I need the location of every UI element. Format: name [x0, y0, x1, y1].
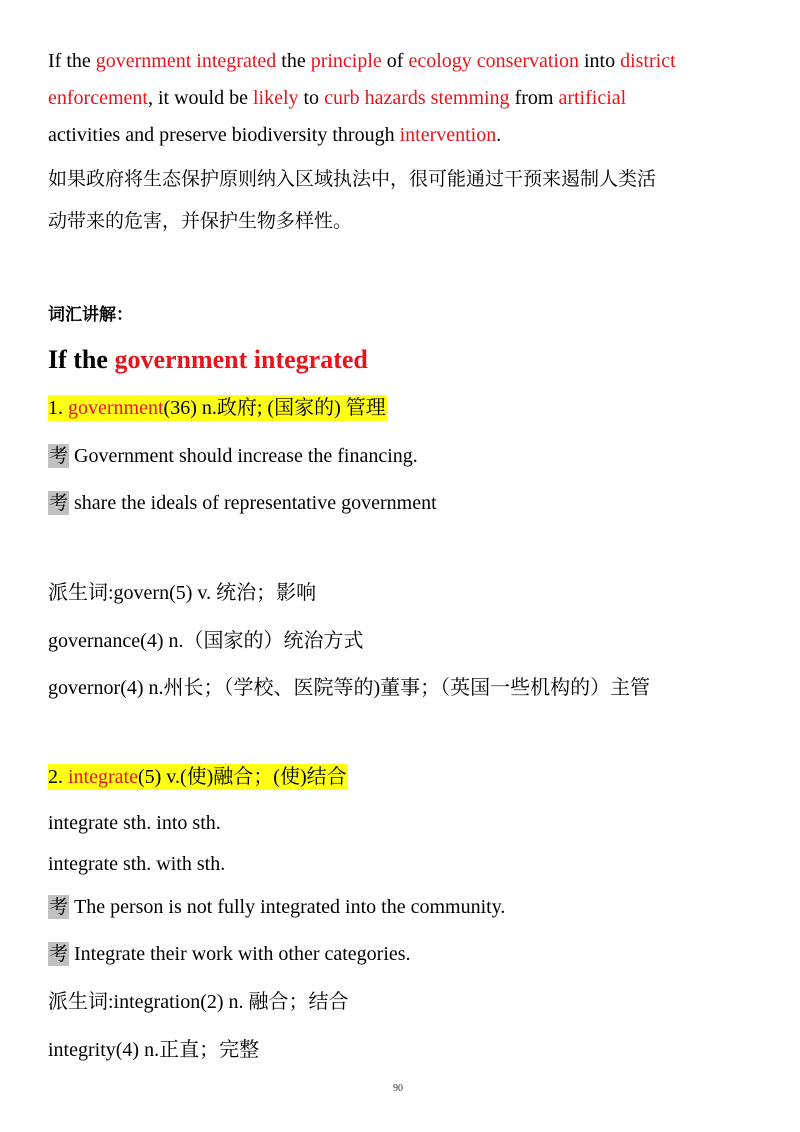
exam-example [48, 942, 411, 966]
keyword: government integrated [95, 50, 277, 72]
keyword: ecology conservation [408, 50, 579, 72]
page-heading [48, 345, 368, 375]
text-segment: . [496, 124, 502, 146]
page-number: 90 [393, 1083, 403, 1094]
derivative-line: 派生词:govern(5) v. 统治；影响 [48, 582, 317, 604]
example-text: Integrate their work with other categories. [74, 943, 411, 965]
text-segment: , it would be [147, 87, 253, 109]
text-segment: the [276, 50, 311, 72]
text-segment: from [509, 87, 559, 109]
kao-badge: 考 [49, 896, 69, 918]
text-segment: activities and preserve biodiversity through [48, 124, 400, 146]
keyword: enforcement [48, 87, 148, 109]
exam-example [48, 491, 437, 515]
entry-2-title [48, 765, 348, 789]
entry-word: integrate [68, 766, 138, 788]
kao-badge: 考 [49, 445, 69, 467]
derivative-line: governance(4) n.（国家的）统治方式 [48, 630, 364, 652]
entry-word: government [68, 397, 164, 419]
text-segment: to [298, 87, 325, 109]
translation-line-2: 动带来的危害，并保护生物多样性。 [48, 210, 353, 232]
exam-example [48, 895, 505, 919]
example-text: share the ideals of representative government [74, 492, 437, 514]
keyword: district [620, 50, 676, 72]
kao-badge: 考 [49, 943, 69, 965]
phrase-line: integrate sth. with sth. [48, 853, 226, 875]
sentence-line-3 [48, 123, 501, 147]
example-text: The person is not fully integrated into the community. [74, 896, 506, 918]
keyword: artificial [558, 87, 627, 109]
text-segment: If the [48, 50, 96, 72]
derivative-line: governor(4) n.州长；（学校、医院等的)董事；（英国一些机构的）主管 [48, 677, 651, 699]
text-segment: of [381, 50, 409, 72]
sentence-line-2 [48, 86, 626, 110]
translation-line-1: 如果政府将生态保护原则纳入区域执法中，很可能通过干预来遏制人类活 [48, 168, 657, 190]
entry-definition: (36) n.政府; (国家的) 管理 [163, 397, 386, 419]
derivative-line: 派生词:integration(2) n. 融合；结合 [48, 991, 349, 1013]
example-text: Government should increase the financing. [74, 445, 418, 467]
heading-text: If the [48, 345, 115, 374]
text-segment: into [578, 50, 621, 72]
derivative-line: integrity(4) n.正直；完整 [48, 1039, 260, 1061]
kao-badge: 考 [49, 492, 69, 514]
exam-example [48, 444, 418, 468]
phrase-line: integrate sth. into sth. [48, 812, 221, 834]
keyword: principle [310, 50, 382, 72]
entry-number: 1. [48, 397, 68, 419]
entry-number: 2. [48, 766, 68, 788]
entry-1-title [48, 396, 387, 420]
keyword: intervention [399, 124, 497, 146]
keyword: likely [252, 87, 299, 109]
sentence-line-1 [48, 49, 676, 73]
heading-keyword: government integrated [114, 345, 368, 374]
section-label: 词汇讲解： [48, 305, 133, 325]
keyword: curb hazards stemming [324, 87, 510, 109]
entry-definition: (5) v.(使)融合；(使)结合 [137, 766, 347, 788]
